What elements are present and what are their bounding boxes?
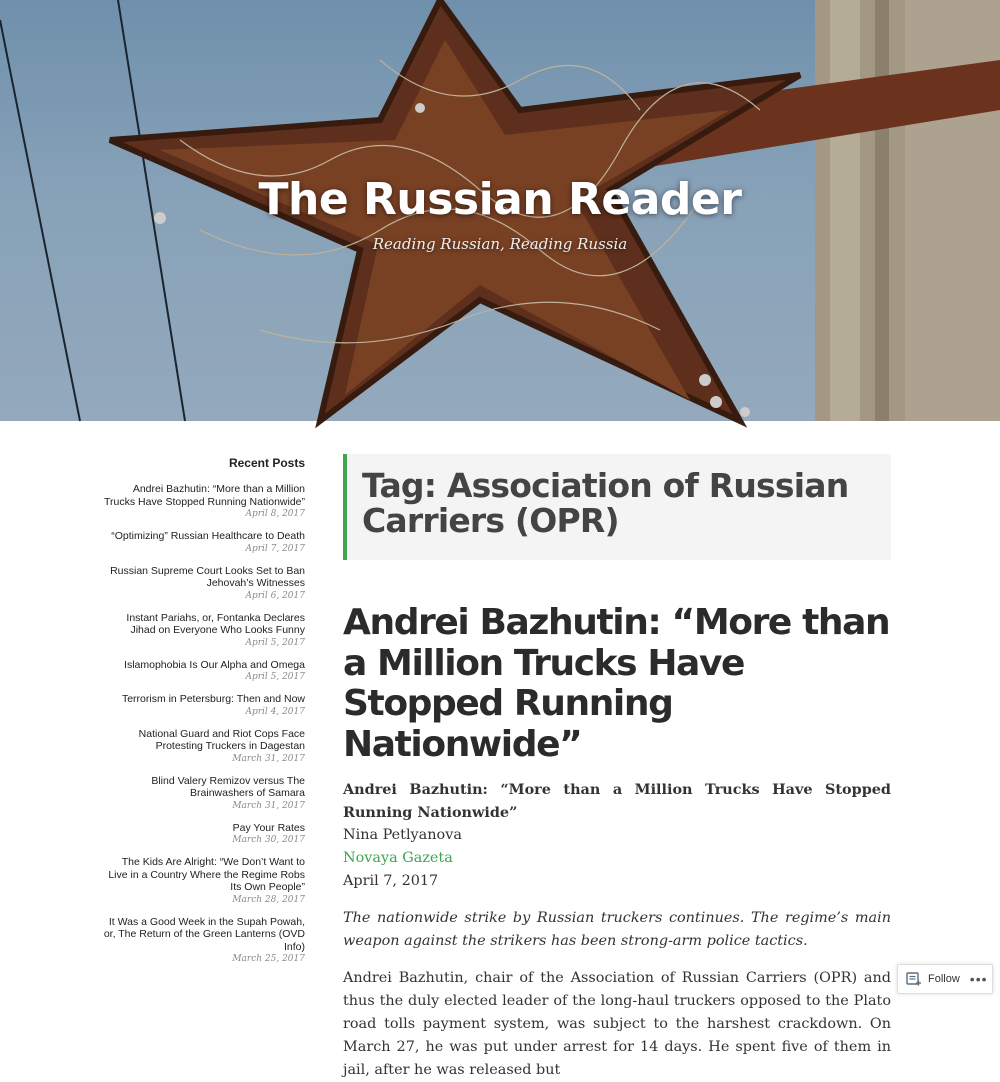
recent-post-date: March 30, 2017 — [232, 835, 305, 845]
recent-post-link[interactable]: Pay Your Rates — [232, 821, 305, 834]
follow-button[interactable] — [898, 965, 960, 993]
recent-post-link[interactable]: Instant Pariahs, or, Fontanka Declares Jihad on Everyone Who Looks Funny — [126, 611, 305, 636]
more-options-button[interactable]: ••• — [969, 971, 988, 987]
recent-posts-title: Recent Posts — [228, 456, 305, 470]
site-description: Reading Russian, Reading Russia — [372, 235, 628, 253]
recent-post-date: April 7, 2017 — [245, 543, 305, 554]
recent-post-item — [100, 530, 305, 555]
post-title-link[interactable]: Andrei Bazhutin: “More than a Million Trucks Have Stopped Running Nationwide” — [343, 602, 890, 765]
post-author: Nina Petlyanova — [343, 827, 462, 843]
post-date: April 7, 2017 — [343, 873, 439, 889]
main-content — [343, 454, 891, 1082]
recent-post-item — [100, 612, 305, 649]
recent-post-date: March 25, 2017 — [232, 954, 305, 964]
post-article — [343, 603, 891, 1082]
recent-post-link[interactable]: National Guard and Riot Cops Face Protesting Truckers in Dagestan — [138, 727, 305, 752]
archive-title: Tag: Association of Russian Carriers (OPR) — [362, 466, 849, 540]
recent-post-link[interactable]: Russian Supreme Court Looks Set to Ban Jehovah’s Witnesses — [110, 564, 305, 589]
post-paragraph: Andrei Bazhutin, chair of the Association of Russian Carriers (OPR) and thus the duly elected leader of the long-haul truckers opposed to the Plato road tolls payment system, was subject to the harshest crackdown. On March 27, he was put under arrest for 14 days. He spent five of them in jail, after he was released but — [343, 970, 891, 1078]
recent-post-link[interactable]: Islamophobia Is Our Alpha and Omega — [124, 658, 305, 671]
recent-post-link[interactable]: It Was a Good Week in the Supah Powah, or, The Return of the Green Lanterns (OVD Info) — [103, 915, 305, 953]
recent-post-item — [100, 822, 305, 847]
follow-bar — [897, 964, 993, 994]
recent-post-item — [100, 565, 305, 602]
source-link[interactable]: Novaya Gazeta — [343, 850, 453, 866]
recent-post-date: March 31, 2017 — [232, 753, 305, 764]
recent-post-date: April 6, 2017 — [245, 590, 305, 601]
recent-post-link[interactable]: Andrei Bazhutin: “More than a Million Trucks Have Stopped Running Nationwide” — [104, 483, 305, 508]
sidebar — [100, 456, 305, 975]
recent-post-date: April 4, 2017 — [245, 706, 305, 717]
recent-post-date: March 31, 2017 — [232, 800, 305, 811]
recent-post-link[interactable]: Blind Valery Remizov versus The Brainwashers of Samara — [151, 774, 305, 799]
archive-header — [343, 454, 891, 560]
recent-post-item — [100, 483, 305, 520]
recent-post-date: April 8, 2017 — [245, 509, 305, 519]
recent-post-item — [100, 916, 305, 966]
follow-icon — [906, 972, 922, 986]
recent-post-item — [100, 728, 305, 765]
recent-post-link[interactable]: Terrorism in Petersburg: Then and Now — [121, 693, 305, 705]
recent-post-link[interactable]: “Optimizing” Russian Healthcare to Death — [111, 530, 305, 542]
recent-post-item — [100, 693, 305, 718]
recent-post-date: March 28, 2017 — [232, 894, 305, 905]
post-lede: The nationwide strike by Russian truckers continues. The regime’s main weapon against the strikers has been strong-arm police tactics. — [343, 910, 891, 949]
follow-label: Follow — [928, 973, 960, 985]
recent-post-link[interactable]: The Kids Are Alright: “We Don’t Want to Live in a Country Where the Regime Robs Its Own People” — [108, 856, 305, 893]
site-title[interactable]: The Russian Reader — [258, 174, 742, 225]
post-headline: Andrei Bazhutin: “More than a Million Trucks Have Stopped Running Nationwide” — [343, 781, 891, 821]
recent-post-date: April 5, 2017 — [245, 672, 305, 682]
post-content — [343, 778, 891, 1082]
recent-post-item — [100, 659, 305, 684]
post-title — [343, 603, 891, 765]
recent-post-date: April 5, 2017 — [245, 637, 305, 648]
recent-post-item — [100, 856, 305, 906]
recent-post-item — [100, 775, 305, 812]
site-header — [0, 0, 1000, 421]
